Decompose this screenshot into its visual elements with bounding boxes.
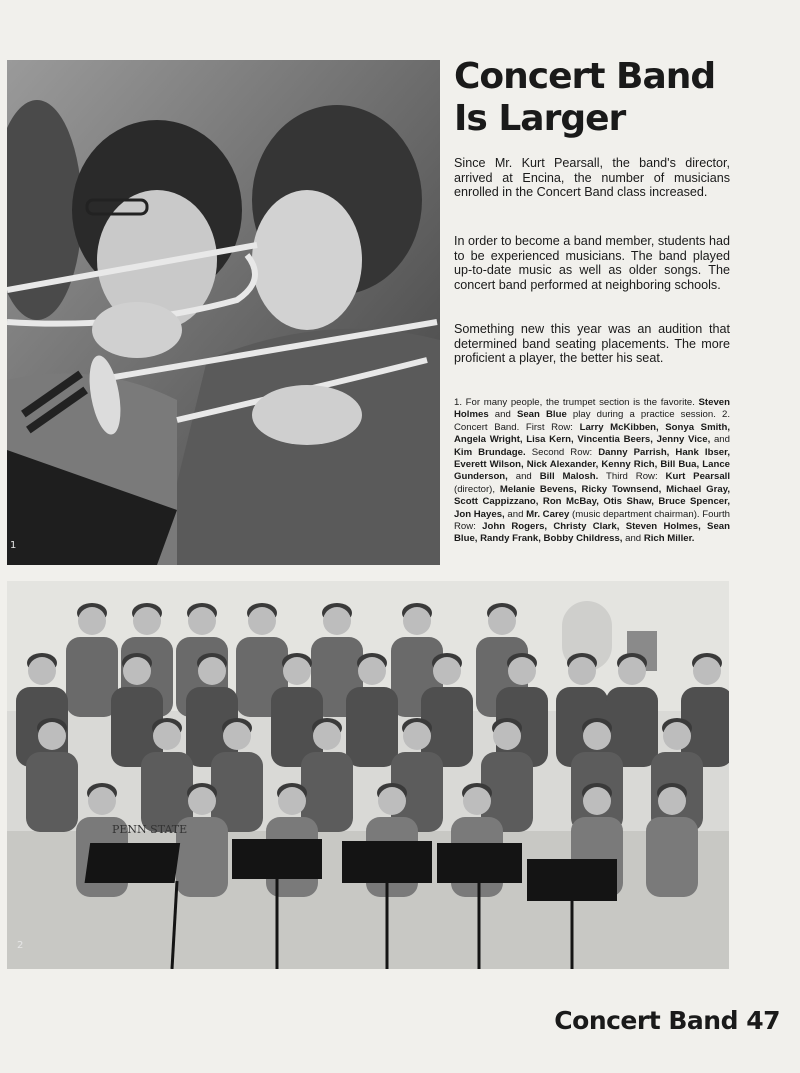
band-member-head	[693, 657, 721, 685]
band-member-head	[153, 722, 181, 750]
body-paragraph-3: Something new this year was an audition that determined band seating placements. The more proficient a player, the better his seat.	[454, 322, 730, 366]
caption-name-run: Danny Parrish, Hank Ibser, Everett Wilson, Nick Alexander, Kenny Rich, Bill Bua, Lance Gunderson,	[454, 446, 730, 483]
concert-band-group-image	[7, 581, 729, 969]
caption-text-run: Second Row:	[525, 446, 599, 458]
caption-name-run: Steven Holmes	[454, 397, 730, 421]
band-member-head	[278, 787, 306, 815]
penn-state-shirt-text: PENN STATE	[112, 823, 188, 836]
band-member-head	[78, 607, 106, 635]
trumpet-players-image	[7, 60, 440, 565]
caption-name-run: Larry McKibben, Sonya Smith, Angela Wright, Lisa Kern, Vincentia Beers, Jenny Vice,	[454, 421, 730, 446]
caption-name-run: John Rogers, Christy Clark, Steven Holmes, Sean Blue, Randy Frank, Bobby Childress,	[454, 521, 730, 545]
headline-line-1: Concert Band	[454, 56, 716, 97]
band-member-head	[38, 722, 66, 750]
caption-name-run: Mr. Carey	[526, 508, 570, 520]
band-member-head	[658, 787, 686, 815]
photo-caption	[454, 397, 730, 546]
article-headline	[454, 56, 754, 140]
band-member-head	[323, 607, 351, 635]
caption-name-run: Bill Malosh.	[539, 471, 599, 483]
band-member-head	[123, 657, 151, 685]
band-member-head	[403, 722, 431, 750]
band-member-head	[568, 657, 596, 685]
caption-text-run: play during a practice session. 2. Concert Band. First Row:	[454, 409, 730, 433]
band-member-body	[26, 752, 78, 832]
page-folio: Concert Band 47	[554, 1006, 780, 1035]
band-member-head	[508, 657, 536, 685]
band-member-head	[618, 657, 646, 685]
band-member-head	[493, 722, 521, 750]
band-member-head	[248, 607, 276, 635]
headline-line-2: Is Larger	[454, 98, 626, 139]
band-member-head	[433, 657, 461, 685]
band-member-head	[358, 657, 386, 685]
band-member-head	[88, 787, 116, 815]
band-member-head	[583, 787, 611, 815]
band-member-head	[378, 787, 406, 815]
caption-text-run: and	[488, 409, 517, 421]
caption-text-run: and	[507, 471, 540, 483]
caption-name-run: Melanie Bevens, Ricky Townsend, Michael Gray, Scott Cappizzano, Ron McBay, Otis Shaw, Bruce Spencer, Jon Hayes,	[454, 483, 730, 520]
band-member-body	[646, 817, 698, 897]
band-member-head	[28, 657, 56, 685]
band-member-head	[488, 607, 516, 635]
concert-band-group-photo	[7, 581, 729, 969]
band-member-body	[66, 637, 118, 717]
caption-name-run: Kim Brundage.	[454, 446, 526, 458]
band-member-head	[663, 722, 691, 750]
body-paragraph-1: Since Mr. Kurt Pearsall, the band's director, arrived at Encina, the number of musicians enrolled in the Concert Band class increased.	[454, 156, 730, 200]
band-member-head	[223, 722, 251, 750]
band-member-head	[583, 722, 611, 750]
band-member-head	[188, 787, 216, 815]
band-member-body	[346, 687, 398, 767]
caption-text-run: Third Row:	[598, 471, 666, 483]
band-member-head	[133, 607, 161, 635]
caption-text-run: (director),	[454, 483, 500, 495]
caption-text-run: and	[710, 434, 730, 446]
caption-text-run: (music department chairman). Fourth Row:	[454, 508, 730, 533]
caption-text-run: and	[504, 508, 527, 520]
trumpet-players-photo	[7, 60, 440, 565]
band-member-head	[198, 657, 226, 685]
band-member-head	[283, 657, 311, 685]
caption-name-run: Sean Blue	[516, 409, 567, 421]
caption-name-run: Kurt Pearsall	[665, 471, 730, 483]
band-member-head	[463, 787, 491, 815]
caption-text-run: 1. For many people, the trumpet section is the favorite.	[454, 397, 699, 408]
body-paragraph-2: In order to become a band member, students had to be experienced musicians. The band played up-to-date music as well as older songs. The concert band performed at neighboring schools.	[454, 234, 730, 292]
photo-2-number: 2	[17, 940, 24, 951]
caption-text-run: and	[622, 533, 644, 545]
band-member-head	[403, 607, 431, 635]
caption-name-run: Rich Miller.	[643, 533, 695, 545]
band-member-head	[313, 722, 341, 750]
photo-1-number: 1	[10, 540, 17, 551]
band-member-head	[188, 607, 216, 635]
